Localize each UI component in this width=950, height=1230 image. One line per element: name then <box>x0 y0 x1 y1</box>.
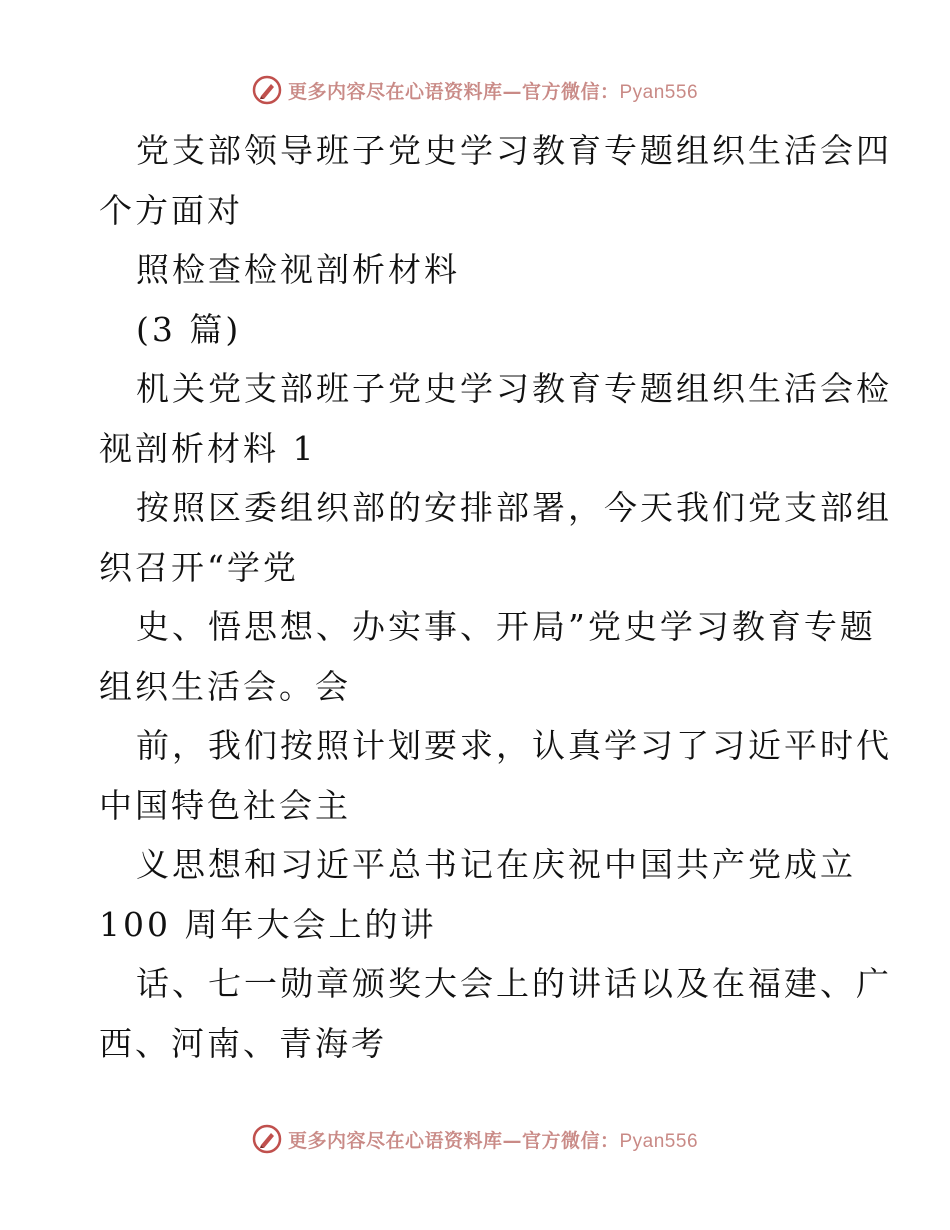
text-line: 史、悟思想、办实事、开局”党史学习教育专题 <box>136 607 876 646</box>
document-body <box>99 121 892 1073</box>
text-line: 按照区委组织部的安排部署，今天我们党支部组 <box>136 488 892 527</box>
text-line: 前，我们按照计划要求，认真学习了习近平时代 <box>136 726 892 765</box>
text-line: 织召开“学党 <box>99 547 299 587</box>
text-line: 视剖析材料 1 <box>99 428 317 468</box>
text-line: 组织生活会。会 <box>99 666 351 706</box>
footer-watermark <box>0 1119 950 1159</box>
text-line: (3 篇) <box>136 309 242 349</box>
text-line: 话、七一勋章颁奖大会上的讲话以及在福建、广 <box>136 964 892 1003</box>
text-line: 中国特色社会主 <box>99 785 351 825</box>
text-line: 机关党支部班子党史学习教育专题组织生活会检 <box>136 369 892 408</box>
text-line: 100 周年大会上的讲 <box>99 904 437 944</box>
text-line: 个方面对 <box>99 190 243 230</box>
watermark-text: 更多内容尽在心语资料库—官方微信：Pyan556 <box>287 80 699 103</box>
header-watermark <box>0 70 950 110</box>
pen-logo-icon <box>252 75 282 105</box>
text-line: 义思想和习近平总书记在庆祝中国共产党成立 <box>136 845 856 884</box>
text-line: 西、河南、青海考 <box>99 1023 387 1063</box>
watermark-text: 更多内容尽在心语资料库—官方微信：Pyan556 <box>287 1129 699 1152</box>
text-line: 党支部领导班子党史学习教育专题组织生活会四 <box>136 131 892 170</box>
pen-logo-icon <box>252 1124 282 1154</box>
text-line: 照检查检视剖析材料 <box>136 250 460 289</box>
